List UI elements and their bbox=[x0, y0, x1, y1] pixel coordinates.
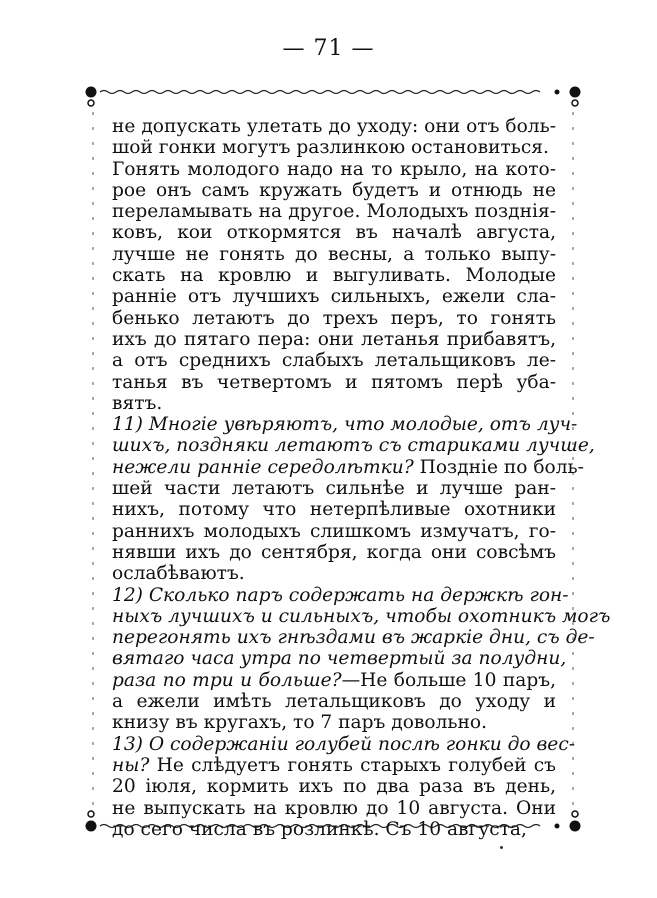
text-line bbox=[112, 456, 584, 478]
italic-question-text: 12) Сколько паръ содержать на держкѣ гон- bbox=[112, 584, 569, 606]
body-text-segment: 20 іюля, кормить ихъ по два раза въ день, bbox=[112, 776, 556, 798]
body-text-segment: вятъ. bbox=[112, 392, 163, 414]
body-text-segment: танья въ четвертомъ и пятомъ перѣ убa- bbox=[112, 371, 556, 393]
text-line bbox=[112, 776, 556, 797]
text-line bbox=[112, 499, 556, 520]
body-text-segment: до сего числа въ розлинкѣ. Съ 10 августа, bbox=[112, 818, 527, 840]
text-line bbox=[112, 670, 556, 691]
body-text-segment: раннiе отъ лучшихъ сильныхъ, ежели сла- bbox=[112, 286, 556, 308]
body-text-segment: нихъ, потому что нетерпѣливые охотники bbox=[112, 499, 556, 521]
corner-ornament-top-left bbox=[86, 87, 97, 107]
body-text bbox=[112, 116, 611, 840]
italic-question-text: 11) Многіе увѣряютъ, что молодые, отъ луч- bbox=[112, 414, 578, 436]
body-text-segment: раннихъ молодыхъ слишкомъ измучатъ, го- bbox=[112, 520, 556, 542]
text-line bbox=[112, 819, 556, 840]
print-speck bbox=[500, 846, 503, 849]
text-line bbox=[112, 265, 556, 286]
text-line bbox=[112, 350, 556, 371]
body-text-segment: шей части летаютъ сильнѣе и лучше ран- bbox=[112, 478, 556, 500]
text-line bbox=[112, 286, 556, 307]
italic-question-text: ныхъ лучшихъ и сильныхъ, чтобы охотникъ могъ bbox=[112, 605, 611, 627]
text-line bbox=[112, 308, 556, 329]
body-text-segment: не выпускать на кровлю до 10 августа. Они bbox=[112, 797, 556, 819]
text-line bbox=[112, 478, 556, 499]
text-line bbox=[112, 222, 556, 243]
body-text-segment: Не слѣдуетъ гонять старыхъ голубей съ bbox=[156, 754, 556, 776]
text-line bbox=[112, 180, 556, 201]
body-text-segment: нявши ихъ до сентября, когда они совсѣмъ bbox=[112, 541, 556, 563]
text-line bbox=[112, 393, 556, 414]
body-text-segment: рое онъ самъ кружать будетъ и отнюдь не bbox=[112, 179, 556, 201]
text-line bbox=[112, 755, 556, 776]
italic-question-text: 13) О содержаніи голубей послѣ гонки до вес- bbox=[112, 733, 576, 755]
text-line bbox=[112, 648, 567, 670]
text-line bbox=[112, 116, 556, 137]
body-text-segment: бенько летаютъ до трехъ перъ, то гонять bbox=[112, 307, 556, 329]
text-line bbox=[112, 329, 556, 350]
text-line bbox=[112, 414, 578, 436]
body-text-segment: ихъ до пятаго пера: они летанья прибавятъ, bbox=[112, 328, 556, 350]
body-text-segment: лучше не гонять до весны, а только выпу- bbox=[112, 243, 556, 265]
body-text-segment: а ежели имѣть летальщиковъ до уходу и bbox=[112, 691, 556, 713]
body-text-segment: —Не больше 10 паръ, bbox=[341, 669, 556, 691]
corner-ornament-top-right bbox=[555, 87, 581, 107]
italic-question-text: вятаго часа утра по четвертый за полудни, bbox=[112, 648, 567, 670]
text-line bbox=[112, 691, 556, 712]
corner-ornament-bottom-left bbox=[86, 811, 97, 832]
text-line bbox=[112, 435, 595, 457]
text-line bbox=[112, 605, 611, 627]
italic-question-text: перегонять ихъ гнѣздами въ жаркіе дни, съ де- bbox=[112, 627, 595, 649]
body-text-segment: не допускать улетать до уходу: они отъ боль- bbox=[112, 116, 556, 137]
body-text-segment: скать на кровлю и выгуливать. Молодые bbox=[112, 265, 556, 287]
text-line bbox=[112, 733, 576, 755]
italic-question-text: ны? bbox=[112, 754, 157, 776]
text-line bbox=[112, 244, 556, 265]
text-line bbox=[112, 584, 569, 606]
text-line bbox=[112, 798, 556, 819]
text-line bbox=[112, 372, 556, 393]
text-line bbox=[112, 137, 556, 158]
italic-question-text: нежели раннiе середолѣтки? bbox=[112, 456, 420, 478]
italic-question-text: шихъ, поздняки летаютъ съ стариками лучше, bbox=[112, 435, 595, 457]
italic-question-text: раза по три и больше? bbox=[112, 669, 342, 691]
body-text-segment: переламывать на другое. Молодыхъ позднія- bbox=[112, 201, 556, 223]
text-line bbox=[112, 563, 556, 584]
text-line bbox=[112, 521, 556, 542]
text-line bbox=[112, 159, 556, 180]
page-number: — 71 — bbox=[282, 36, 375, 61]
body-text-segment: ослабѣваютъ. bbox=[112, 563, 245, 585]
body-text-segment: Позднiе по боль- bbox=[419, 456, 584, 478]
body-text-segment: ковъ, кои откормятся въ началѣ августа, bbox=[112, 222, 556, 244]
text-line bbox=[112, 201, 556, 222]
corner-ornament-bottom-right bbox=[555, 811, 581, 832]
top-border-rule bbox=[100, 91, 540, 94]
body-text-segment: книзу въ кругахъ, то 7 паръ довольно. bbox=[112, 712, 488, 734]
text-line bbox=[112, 712, 556, 733]
body-text-segment: Гонять молодого надо на то крыло, на кото- bbox=[112, 158, 556, 180]
body-text-segment: а отъ среднихъ слабыхъ летальщиковъ ле- bbox=[112, 350, 556, 372]
text-line bbox=[112, 627, 595, 649]
text-line bbox=[112, 542, 556, 563]
body-text-segment: шой гонки могутъ разлинкою остановиться. bbox=[112, 137, 549, 159]
